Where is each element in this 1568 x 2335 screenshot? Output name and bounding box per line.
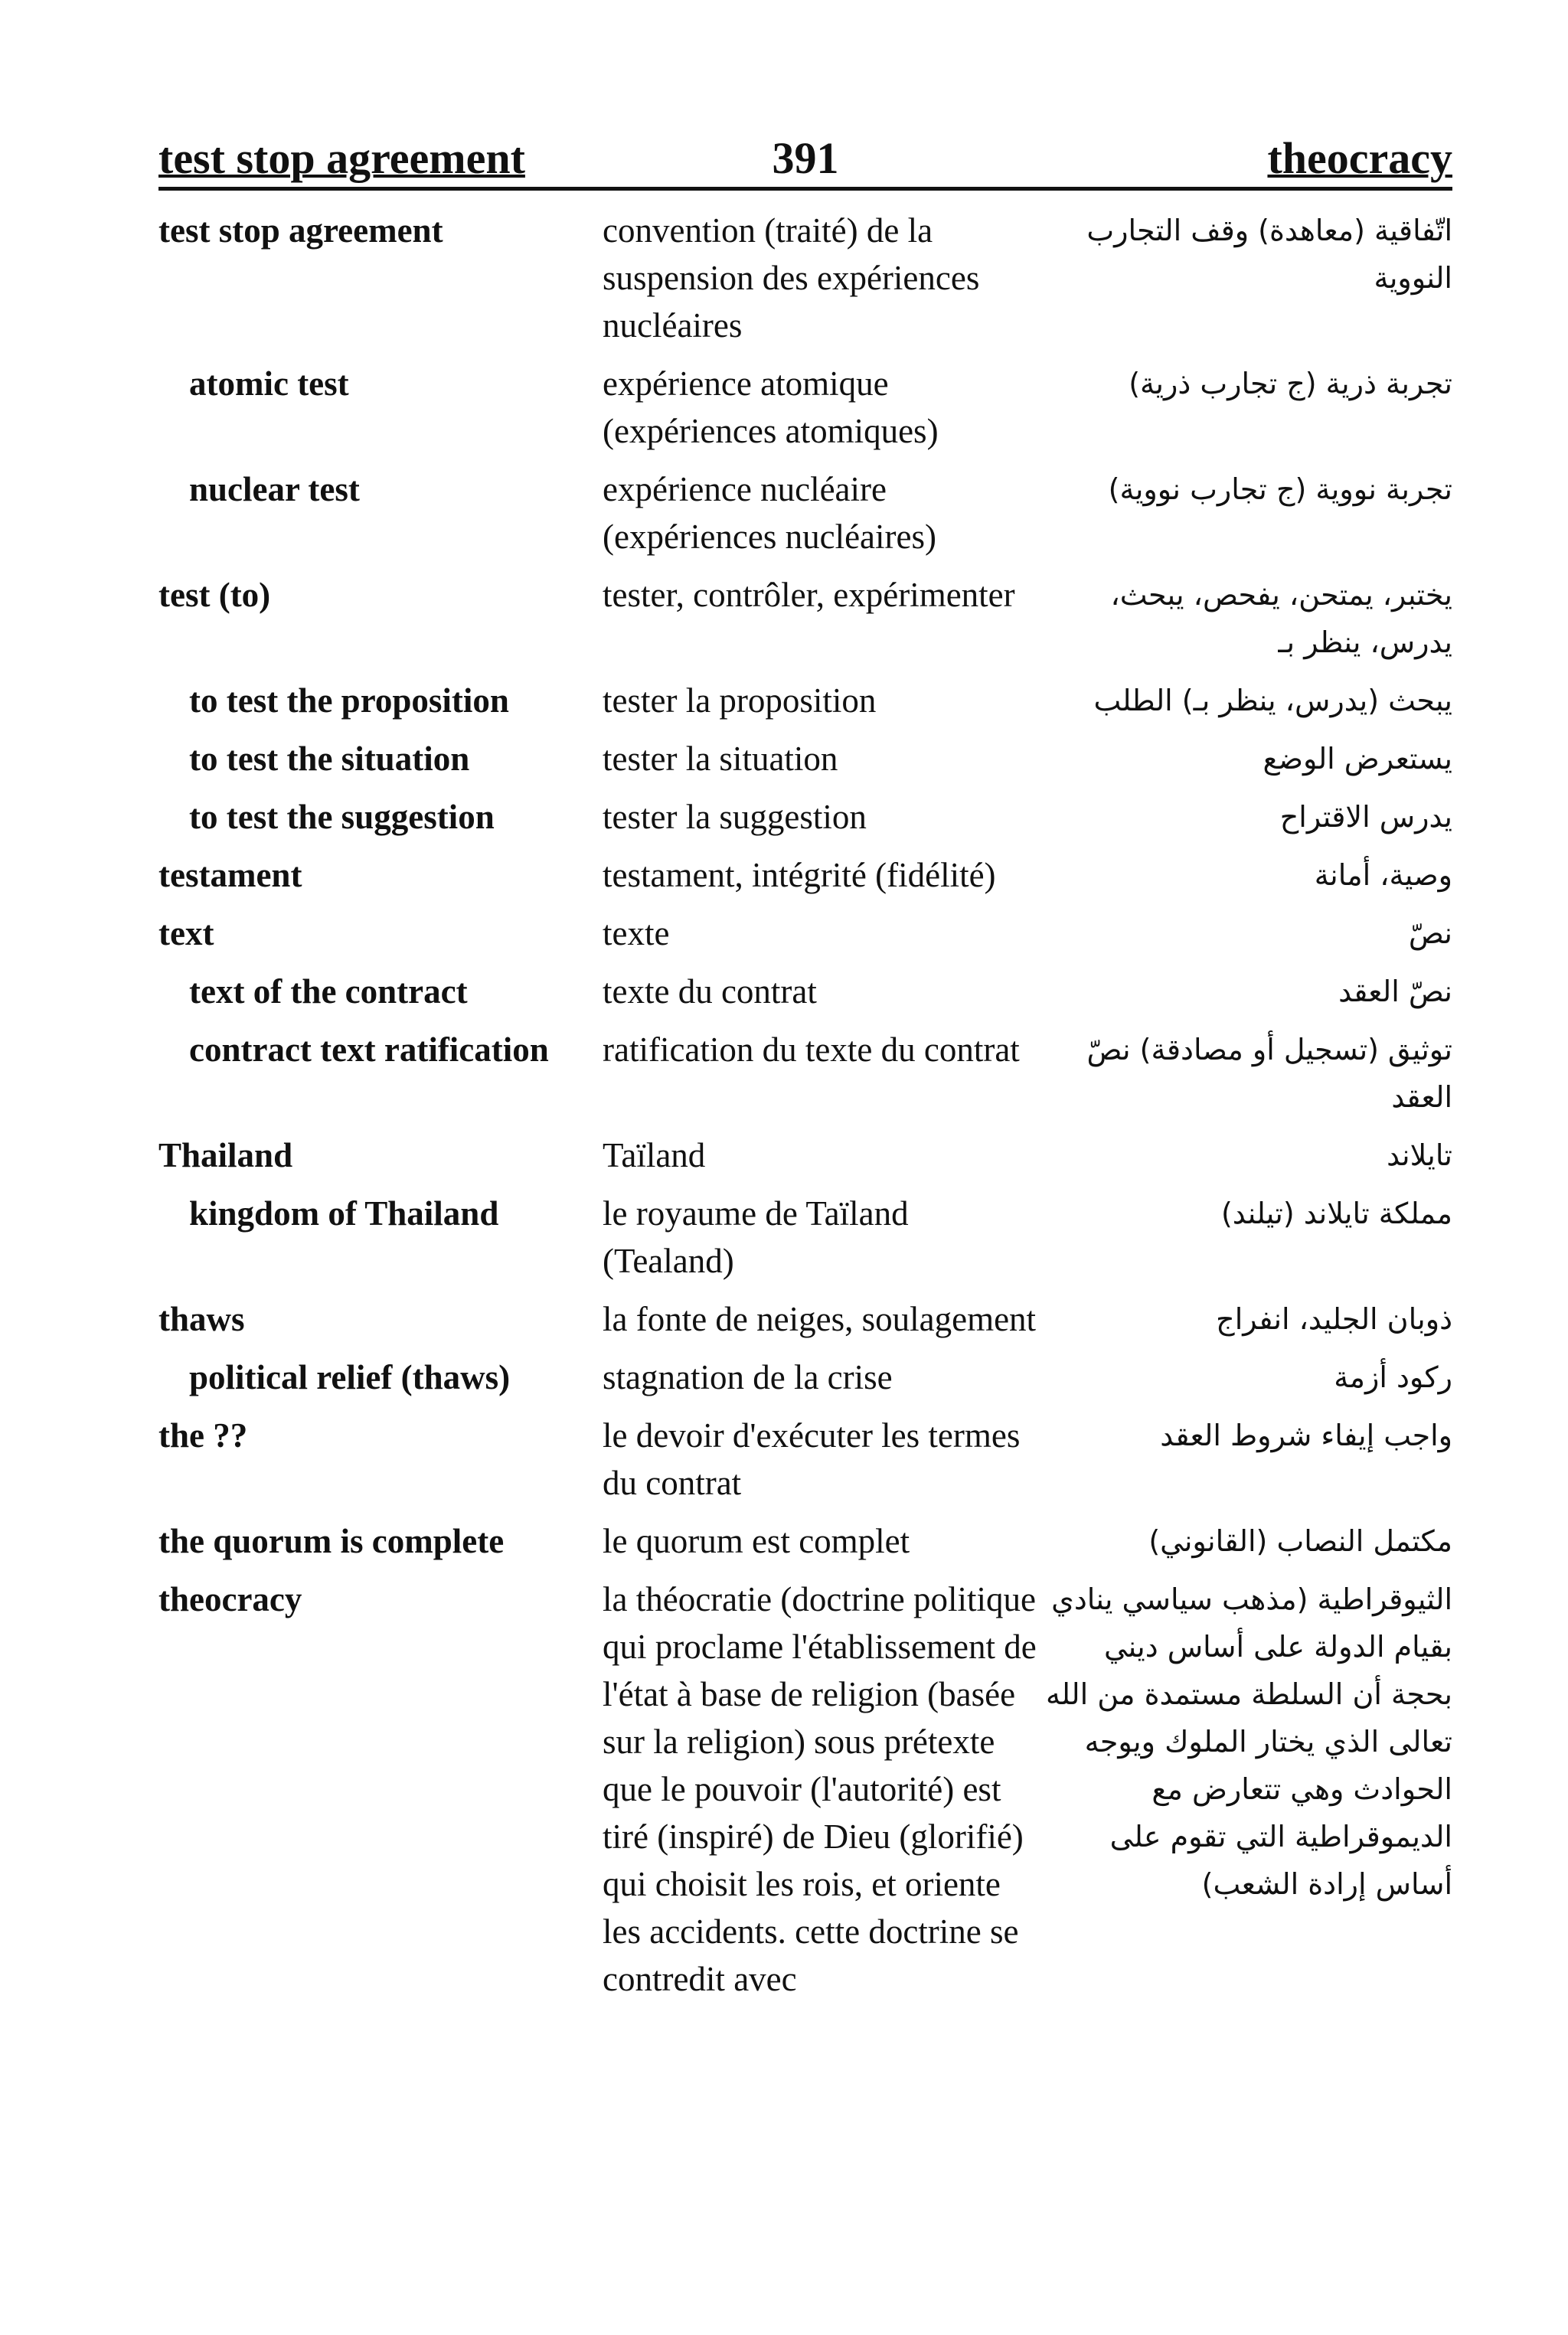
- entry-french-translation: la fonte de neiges, soulagement: [603, 1300, 1037, 1338]
- entry-row: [158, 1190, 1452, 1285]
- entry-english-term: contract text ratification: [189, 1030, 549, 1069]
- entry-french-translation: texte du contrat: [603, 972, 817, 1011]
- entry-row: [158, 360, 1452, 455]
- entry-arabic-translation: يختبر، يمتحن، يفحص، يبحث، يدرس، ينظر بـ: [1110, 578, 1452, 659]
- entry-french-translation: tester, contrôler, expérimenter: [603, 576, 1015, 614]
- entry-row: [158, 1576, 1452, 2003]
- entry-english-term: text: [158, 914, 214, 952]
- entry-french-translation: le quorum est complet: [603, 1522, 910, 1560]
- entry-row: [158, 735, 1452, 782]
- entry-row: [158, 793, 1452, 841]
- entry-french-translation: Taïland: [603, 1136, 706, 1174]
- entry-row: [158, 1026, 1452, 1121]
- entry-arabic-translation: تجربة ذرية (ج تجارب ذرية): [1129, 367, 1452, 400]
- entry-french-translation: expérience nucléaire (expériences nucléaires): [603, 470, 936, 556]
- entry-french-translation: convention (traité) de la suspension des expériences nucléaires: [603, 211, 980, 345]
- entry-arabic-translation: ذوبان الجليد، انفراج: [1216, 1302, 1452, 1336]
- entry-french-translation: tester la suggestion: [603, 798, 867, 836]
- entry-arabic-translation: ركود أزمة: [1334, 1360, 1452, 1394]
- entry-english-term: testament: [158, 856, 302, 894]
- entry-english-term: to test the suggestion: [189, 798, 495, 836]
- entry-french-translation: ratification du texte du contrat: [603, 1030, 1020, 1069]
- entry-row: [158, 1295, 1452, 1343]
- entry-english-term: Thailand: [158, 1136, 293, 1174]
- entry-english-term: test (to): [158, 576, 271, 614]
- entry-arabic-translation: الثيوقراطية (مذهب سياسي ينادي بقيام الدولة على أساس ديني بحجة أن السلطة مستمدة من الله تعالى الذي يختار الملوك ويوجه الحوادث وهي تتعارض مع الديموقراطية التي تقوم على أساس إرادة الشعب): [1046, 1582, 1452, 1901]
- entry-english-term: thaws: [158, 1300, 245, 1338]
- entry-english-term: test stop agreement: [158, 211, 443, 250]
- entry-french-translation: testament, intégrité (fidélité): [603, 856, 996, 894]
- entry-arabic-translation: توثيق (تسجيل أو مصادقة) نصّ العقد: [1086, 1033, 1452, 1114]
- entry-french-translation: stagnation de la crise: [603, 1358, 893, 1396]
- entry-english-term: atomic test: [189, 364, 349, 403]
- entry-row: [158, 1517, 1452, 1565]
- entry-row: [158, 968, 1452, 1015]
- entry-english-term: nuclear test: [189, 470, 360, 508]
- entry-arabic-translation: مملكة تايلاند (تيلند): [1220, 1197, 1452, 1230]
- entry-arabic-translation: نصّ: [1408, 916, 1452, 950]
- entry-row: [158, 910, 1452, 957]
- entry-arabic-translation: يدرس الاقتراح: [1279, 800, 1452, 834]
- entry-english-term: the quorum is complete: [158, 1522, 505, 1560]
- entry-french-translation: le devoir d'exécuter les termes du contrat: [603, 1416, 1021, 1502]
- entry-french-translation: le royaume de Taïland (Tealand): [603, 1194, 909, 1280]
- page-number: 391: [772, 133, 839, 183]
- entry-english-term: the ??: [158, 1416, 248, 1455]
- entry-english-term: kingdom of Thailand: [189, 1194, 499, 1233]
- entry-arabic-translation: مكتمل النصاب (القانوني): [1148, 1524, 1452, 1558]
- entry-row: [158, 207, 1452, 349]
- entry-arabic-translation: تايلاند: [1387, 1138, 1452, 1172]
- entry-row: [158, 677, 1452, 724]
- entry-row: [158, 1354, 1452, 1401]
- entry-row: [158, 465, 1452, 560]
- entry-english-term: political relief (thaws): [189, 1358, 511, 1396]
- entry-list: [158, 207, 1452, 2013]
- entry-english-term: to test the situation: [189, 740, 470, 778]
- entry-row: [158, 1412, 1452, 1507]
- entry-english-term: text of the contract: [189, 972, 468, 1011]
- entry-french-translation: texte: [603, 914, 670, 952]
- entry-arabic-translation: واجب إيفاء شروط العقد: [1160, 1419, 1452, 1452]
- entry-arabic-translation: نصّ العقد: [1338, 975, 1452, 1008]
- entry-french-translation: tester la proposition: [603, 681, 877, 720]
- entry-french-translation: tester la situation: [603, 740, 838, 778]
- entry-arabic-translation: اتّفاقية (معاهدة) وقف التجارب النووية: [1086, 214, 1452, 295]
- entry-arabic-translation: وصية، أمانة: [1314, 858, 1452, 892]
- entry-row: [158, 851, 1452, 899]
- header-last-entry: theocracy: [1267, 133, 1452, 183]
- running-header: [158, 130, 1452, 191]
- entry-french-translation: expérience atomique (expériences atomiques): [603, 364, 939, 450]
- entry-english-term: theocracy: [158, 1580, 302, 1618]
- entry-english-term: to test the proposition: [189, 681, 509, 720]
- entry-row: [158, 1132, 1452, 1179]
- entry-french-translation: la théocratie (doctrine politique qui proclame l'établissement de l'état à base de religion (basée sur la religion) sous prétexte que le pouvoir (l'autorité) est tiré (inspiré) de Dieu (glorifié) qui choisit les rois, et oriente les accidents. cette doctrine se contredit avec: [603, 1580, 1037, 1998]
- entry-arabic-translation: تجربة نووية (ج تجارب نووية): [1108, 472, 1452, 506]
- entry-arabic-translation: يبحث (يدرس، ينظر بـ) الطلب: [1093, 684, 1452, 717]
- entry-arabic-translation: يستعرض الوضع: [1263, 742, 1452, 776]
- header-first-entry: test stop agreement: [158, 133, 525, 183]
- entry-row: [158, 571, 1452, 666]
